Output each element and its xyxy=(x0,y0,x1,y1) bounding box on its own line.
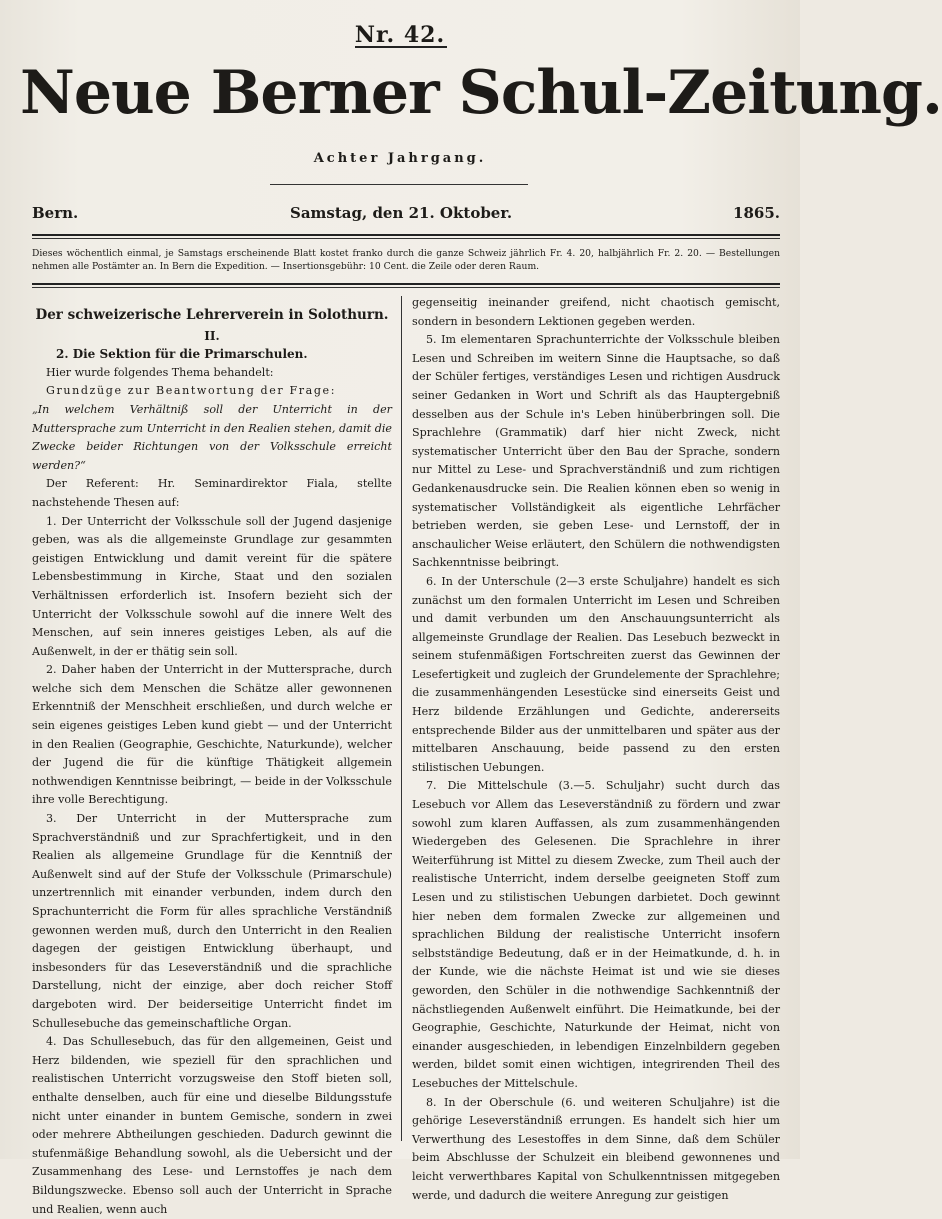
column-divider xyxy=(401,296,402,1141)
article-title: Der schweizerische Lehrerverein in Solothurn. xyxy=(35,307,389,323)
paragraph: 5. Im elementaren Sprachunterrichte der Volksschule bleiben Lesen und Schreiben im weitern Sinne die Hauptsache, so daß der Schüler fertiges, verständiges Lesen und richtigen Ausdruck seiner Gedanken in Wort und Schrift als das Hauptergebniß desselben aus der Schule in's Leben hinüberbringen soll. Die Sprachlehre (Grammatik) darf hier nicht Zweck, nicht systematischer Unterricht über den Bau der Sprache, sondern nur Mittel zu Lese- und Sprachverständniß und zum richtigen Gedankenausdrucke sein. Die Realien können eben so wenig in systematischer Vollständigkeit als eigentliche Lehrfächer betrieben werden, sie geben Lese- und Lernstoff, der in anschaulicher Weise erläutert, den Schülern die nothwendigsten Sachkenntnisse beibringt. xyxy=(412,333,780,570)
subscription-notice: Dieses wöchentlich einmal, je Samstags erscheinende Blatt kostet franko durch die ganze Schweiz jährlich Fr. 4. 20, halbjährlich Fr. 2. 20. — Bestellungen nehmen alle Postämter an. In Bern die Expedition. — Insertionsgebühr: 10 Cent. die Zeile oder deren Raum. xyxy=(32,248,780,272)
notice-rule-thin xyxy=(32,287,780,288)
issue-underline xyxy=(355,46,447,48)
theme-label: Grundzüge zur Beantwortung der Frage: xyxy=(46,384,337,398)
issue-number: Nr. 42. xyxy=(354,22,446,48)
year-label: 1865. xyxy=(733,204,780,222)
paragraph: gegenseitig ineinander greifend, nicht chaotisch gemischt, sondern in besondern Lektionen gegeben werden. xyxy=(412,296,780,328)
paragraph: 3. Der Unterricht in der Muttersprache zum Sprachverständniß und zur Sprachfertigkeit, und in den Realien als allgemeine Grundlage für die Kenntniß der Außenwelt sind auf der Stufe der Volksschule (Primarschule) unzertrennlich mit einander verbunden, indem durch den Sprachunterricht die Form für alles sprachliche Verständniß gewonnen werden muß, durch den Unterricht in den Realien dagegen der geistigen Entwicklung überhaupt, und insbesonders für das Leseverständniß und die sprachliche Darstellung, nicht der einzige, aber doch reicher Stoff dargeboten wird. Der beiderseitige Unterricht findet im Schullesebuche das gemeinschaftliche Organ. xyxy=(32,812,392,1030)
paragraph: 8. In der Oberschule (6. und weiteren Schuljahre) ist die gehörige Leseverständniß errungen. Es handelt sich hier um Verwerthung des Lesestoffes in dem Sinne, daß dem Schüler beim Abschlusse der Schulzeit ein bleibend gewonnenes und leicht verwerthbares Kapital von Schulkenntnissen mitgegeben werde, und dadurch die weitere Anregung zur geistigen xyxy=(412,1095,780,1202)
dateline-rule-top xyxy=(32,234,780,236)
paragraph: 7. Die Mittelschule (3.—5. Schuljahr) sucht durch das Lesebuch vor Allem das Leseverständniß zu fördern und zwar sowohl zum klaren Auffassen, als zum zusammenhängenden Wiedergeben des Gelesenen. Die Sprachlehre in ihrer Weiterführung ist Mittel zu diesem Zwecke, zum Theil auch der realistische Unterricht, indem derselbe geeigneten Stoff zum Lesen und zu stilistischen Uebungen darbietet. Doch gewinnt hier neben dem formalen Zwecke zur allgemeinen und sprachlichen Bildung der realistische Unterricht insofern selbstständige Bedeutung, daß er in der Heimatkunde, d. h. in der Kunde, wie die nächste Heimat ist und wie sie dieses geworden, den Schüler in die nothwendige Sachkenntniß der nächstliegenden Außenwelt einführt. Die Heimatkunde, bei der Geographie, Geschichte, Naturkunde der Heimat, nicht von einander ausgeschieden, in lebendigen Einzelnbildern gegeben werden, bildet somit einen wichtigen, integrirenden Theil des Lesebuches der Mittelschule. xyxy=(412,779,780,1090)
notice-rule xyxy=(32,283,780,285)
volume-year: Achter Jahrgang. xyxy=(313,151,487,166)
masthead-rule xyxy=(270,184,528,185)
place-label: Bern. xyxy=(32,204,79,222)
section-heading: 2. Die Sektion für die Primarschulen. xyxy=(56,347,308,362)
intro-text: Hier wurde folgendes Thema behandelt: xyxy=(46,365,274,379)
paragraph: 4. Das Schullesebuch, das für den allgemeinen, Geist und Herz bildenden, wie speziell für den sprachlichen und realistischen Unterricht vorzugsweise den Stoff bieten soll, enthalte denselben, auch für eine und dieselbe Bildungsstufe nicht unter einander in buntem Gemische, sondern in zwei oder mehrere Abtheilungen geschieden. Dadurch gewinnt die stufenmäßige Behandlung sowohl, als die Uebersicht und der Zusammenhang des Lese- und Lernstoffes je nach dem Bildungszwecke. Ebenso soll auch der Unterricht in Sprache und Realien, wenn auch xyxy=(32,1035,392,1216)
date-label: Samstag, den 21. Oktober. xyxy=(290,204,513,222)
article-part: II. xyxy=(204,328,220,343)
left-column xyxy=(32,302,392,1219)
referent-text: Der Referent: Hr. Seminardirektor Fiala, stellte nachstehende Thesen auf: xyxy=(32,477,392,509)
paragraph: 6. In der Unterschule (2—3 erste Schuljahre) handelt es sich zunächst um den formalen Unterricht im Lesen und Schreiben und damit verbunden um den Anschauungsunterricht als allgemeinste Grundlage der Realien. Das Lesebuch bezweckt in seinem stufenmäßigen Fortschreiten zuerst das Gewinnen der Lesefertigkeit und zugleich der Grundelemente der Sprachlehre; die zusammenhängenden Lesestücke sind einerseits Geist und Herz bildende Erzählungen und Gedichte, andererseits entsprechende Bilder aus der unmittelbaren und später aus der mittelbaren Anschauung, beide passend zu den ersten stilistischen Uebungen. xyxy=(412,574,780,774)
paragraph: 2. Daher haben der Unterricht in der Muttersprache, durch welche sich dem Menschen die Schätze aller gewonnenen Erkenntniß der Menschheit erschließen, und durch welche er sein eigenes geistiges Leben kund giebt — und der Unterricht in den Realien (Geographie, Geschichte, Naturkunde), welcher der Jugend die für die künftige Thätigkeit allgemein nothwendigen Kenntnisse beibringt, — beide in der Volksschule ihre volle Berechtigung. xyxy=(32,663,392,807)
masthead-title: Neue Berner Schul-Zeitung. xyxy=(20,58,942,128)
dateline xyxy=(32,204,780,224)
right-column xyxy=(412,294,780,1205)
paragraph: 1. Der Unterricht der Volksschule soll der Jugend dasjenige geben, was als die allgemeinste Grundlage zur gesammten geistigen Entwicklung und damit vereint für die spätere Lebensbestimmung in Kirche, Staat und den sozialen Verhältnissen erforderlich ist. Insofern bezieht sich der Unterricht der Volksschule sowohl auf die innere Welt des Menschen, auf sein inneres geistiges Leben, als auf die Außenwelt, in der er thätig sein soll. xyxy=(32,514,392,658)
dateline-rule-bottom xyxy=(32,238,780,239)
question-text: „In welchem Verhältniß soll der Unterricht in der Muttersprache zum Unterricht in den Realien stehen, damit die Zwecke beider Richtungen von der Volksschule erreicht werden?“ xyxy=(32,402,392,472)
